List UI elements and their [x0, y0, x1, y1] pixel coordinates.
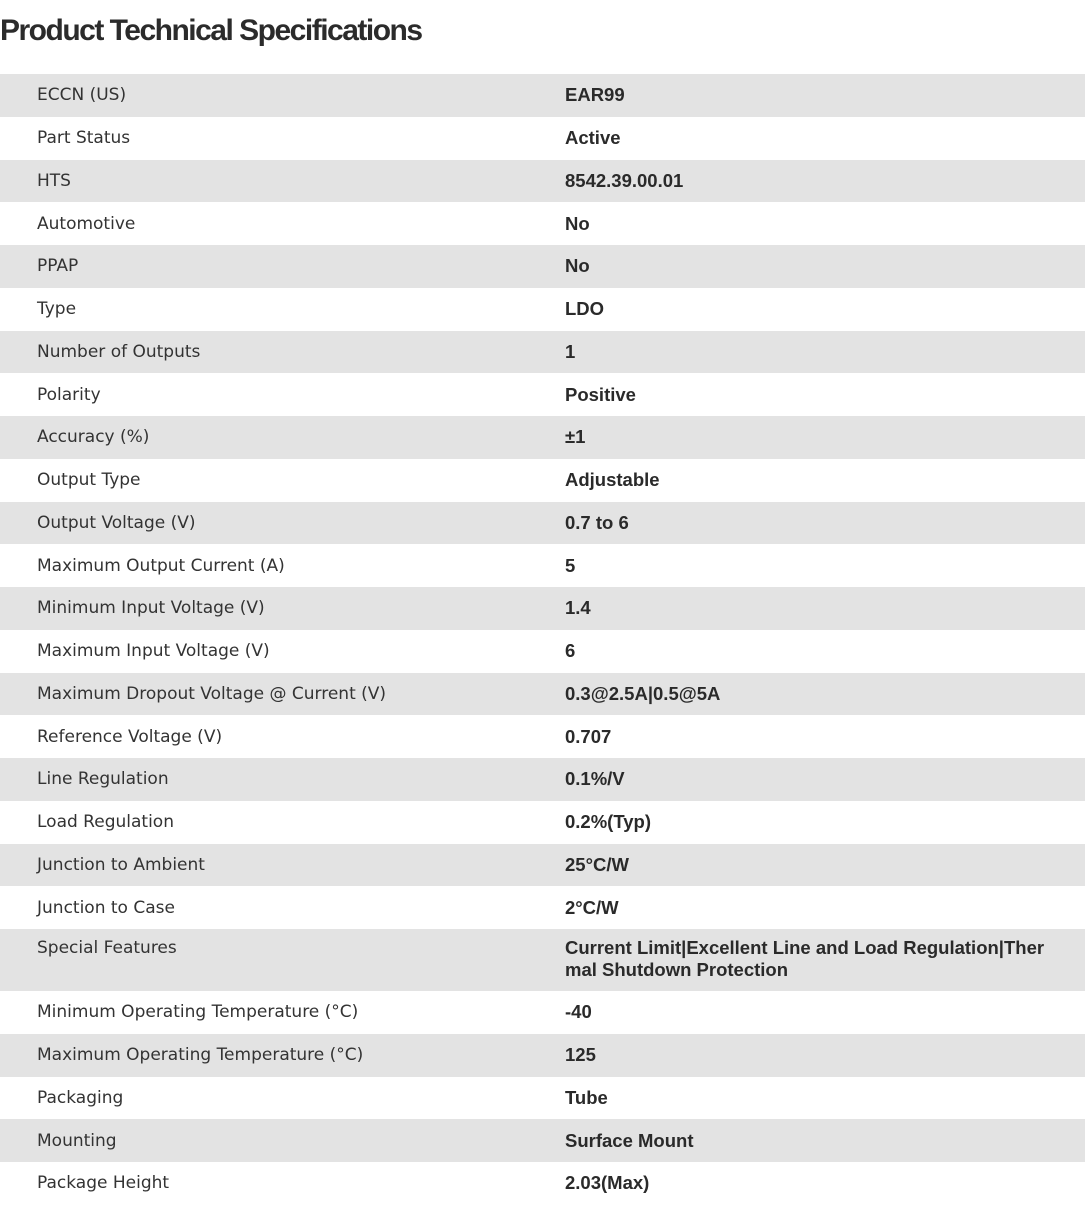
spec-value: 0.3@2.5A|0.5@5A — [565, 682, 721, 704]
spec-label: Output Type — [37, 470, 141, 491]
spec-value: 2.03(Max) — [565, 1172, 650, 1194]
spec-row-part-status — [0, 117, 1085, 160]
spec-row-hts — [0, 160, 1085, 203]
spec-label: Automotive — [37, 213, 136, 234]
spec-row-polarity — [0, 373, 1085, 416]
spec-value: Active — [565, 127, 621, 149]
spec-label: Junction to Case — [37, 897, 175, 918]
spec-value: 0.1%/V — [565, 768, 625, 790]
spec-value: 1 — [565, 340, 576, 362]
spec-label: Mounting — [37, 1130, 117, 1151]
spec-value: No — [565, 212, 590, 234]
spec-label: ECCN (US) — [37, 85, 127, 106]
spec-value: 0.7 to 6 — [565, 511, 629, 533]
spec-label: Accuracy (%) — [37, 427, 150, 448]
spec-value: 6 — [565, 640, 576, 662]
spec-label: Maximum Input Voltage (V) — [37, 641, 270, 662]
spec-value: 125 — [565, 1044, 596, 1066]
spec-row-min-input-voltage — [0, 587, 1085, 630]
spec-label: Line Regulation — [37, 769, 169, 790]
spec-row-load-regulation — [0, 801, 1085, 844]
spec-label: Minimum Operating Temperature (°C) — [37, 1002, 359, 1023]
spec-row-packaging — [0, 1077, 1085, 1120]
spec-label: Minimum Input Voltage (V) — [37, 598, 265, 619]
spec-label: Packaging — [37, 1087, 124, 1108]
spec-row-max-input-voltage — [0, 630, 1085, 673]
spec-row-ppap — [0, 245, 1085, 288]
spec-value: 0.2%(Typ) — [565, 811, 652, 833]
spec-row-number-of-outputs — [0, 331, 1085, 374]
spec-value: 2°C/W — [565, 896, 619, 918]
spec-label: HTS — [37, 170, 71, 191]
page-title: Product Technical Specifications — [0, 14, 422, 47]
spec-label: Special Features — [37, 938, 177, 958]
spec-value: Current Limit|Excellent Line and Load Regulation|Thermal Shutdown Protection — [565, 937, 1045, 980]
spec-row-special-features — [0, 929, 1085, 991]
spec-label: Junction to Ambient — [37, 854, 205, 875]
spec-label: Part Status — [37, 128, 131, 149]
spec-label: Number of Outputs — [37, 341, 201, 362]
spec-value: ±1 — [565, 426, 586, 448]
spec-row-min-operating-temp — [0, 991, 1085, 1034]
spec-row-reference-voltage — [0, 715, 1085, 758]
spec-row-accuracy — [0, 416, 1085, 459]
spec-row-output-type — [0, 459, 1085, 502]
spec-label: PPAP — [37, 256, 79, 277]
spec-value: Positive — [565, 383, 636, 405]
spec-label: Reference Voltage (V) — [37, 726, 223, 747]
spec-label: Output Voltage (V) — [37, 512, 196, 533]
spec-row-max-output-current — [0, 544, 1085, 587]
spec-value: EAR99 — [565, 84, 625, 106]
spec-label: Maximum Operating Temperature (°C) — [37, 1045, 364, 1066]
spec-row-mounting — [0, 1119, 1085, 1162]
spec-label: Maximum Output Current (A) — [37, 555, 285, 576]
spec-row-max-dropout-voltage — [0, 673, 1085, 716]
spec-label: Load Regulation — [37, 812, 174, 833]
spec-label: Type — [37, 299, 77, 320]
spec-row-line-regulation — [0, 758, 1085, 801]
spec-row-package-height — [0, 1162, 1085, 1205]
spec-value: Tube — [565, 1086, 608, 1108]
spec-row-max-operating-temp — [0, 1034, 1085, 1077]
spec-row-type — [0, 288, 1085, 331]
spec-value: 8542.39.00.01 — [565, 169, 684, 191]
spec-value: -40 — [565, 1001, 592, 1023]
spec-row-output-voltage — [0, 502, 1085, 545]
spec-value: 25°C/W — [565, 853, 629, 875]
spec-row-junction-to-ambient — [0, 844, 1085, 887]
spec-label: Polarity — [37, 384, 101, 405]
spec-row-junction-to-case — [0, 886, 1085, 929]
spec-value: Adjustable — [565, 469, 660, 491]
spec-label: Package Height — [37, 1173, 170, 1194]
spec-row-automotive — [0, 202, 1085, 245]
spec-value: 0.707 — [565, 725, 612, 747]
spec-value: 5 — [565, 554, 576, 576]
spec-value: LDO — [565, 298, 605, 320]
spec-row-eccn — [0, 74, 1085, 117]
spec-value: Surface Mount — [565, 1129, 694, 1151]
spec-value: No — [565, 255, 590, 277]
specs-table — [0, 74, 1085, 1205]
spec-value: 1.4 — [565, 597, 591, 619]
spec-label: Maximum Dropout Voltage @ Current (V) — [37, 683, 387, 704]
